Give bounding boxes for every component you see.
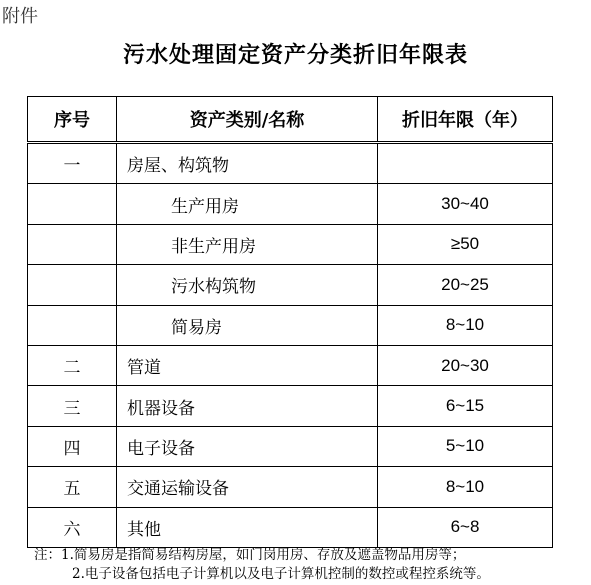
table-header-row [28, 97, 553, 143]
row-name: 电子设备 [117, 426, 378, 466]
row-name: 非生产用房 [117, 224, 378, 264]
table-row [28, 143, 553, 184]
row-name: 简易房 [117, 305, 378, 345]
row-years: 30~40 [378, 184, 553, 224]
row-name: 生产用房 [117, 184, 378, 224]
footnote-1: 注：1.简易房是指简易结构房屋，如门岗用房、存放及遮盖物品用房等； [34, 547, 466, 563]
row-seq: 一 [28, 143, 117, 184]
row-years: 6~15 [378, 386, 553, 426]
row-name: 其他 [117, 507, 378, 547]
table-row [28, 184, 553, 224]
row-seq [28, 184, 117, 224]
row-years: 20~25 [378, 265, 553, 305]
row-seq [28, 224, 117, 264]
footnotes [34, 546, 591, 584]
row-years: 8~10 [378, 467, 553, 507]
footnote-2: 2.电子设备包括电子计算机以及电子计算机控制的数控或程控系统等。 [72, 566, 490, 582]
row-years: 8~10 [378, 305, 553, 345]
row-seq [28, 305, 117, 345]
row-name: 交通运输设备 [117, 467, 378, 507]
row-years: 5~10 [378, 426, 553, 466]
row-name: 污水构筑物 [117, 265, 378, 305]
row-years: 6~8 [378, 507, 553, 547]
header-name: 资产类别/名称 [117, 97, 378, 143]
row-seq [28, 265, 117, 305]
row-seq: 二 [28, 345, 117, 385]
table-row [28, 386, 553, 426]
row-name: 管道 [117, 345, 378, 385]
table-row [28, 507, 553, 547]
row-seq: 六 [28, 507, 117, 547]
table-row [28, 467, 553, 507]
table-row [28, 305, 553, 345]
document-title: 污水处理固定资产分类折旧年限表 [122, 42, 468, 68]
row-years: ≥50 [378, 224, 553, 264]
row-name: 房屋、构筑物 [117, 143, 378, 184]
row-seq: 三 [28, 386, 117, 426]
table-row [28, 224, 553, 264]
row-name: 机器设备 [117, 386, 378, 426]
header-seq: 序号 [28, 97, 117, 143]
row-seq: 五 [28, 467, 117, 507]
row-seq: 四 [28, 426, 117, 466]
table-row [28, 265, 553, 305]
row-years [378, 143, 553, 184]
table-row [28, 345, 553, 385]
attachment-label: 附件 [2, 6, 38, 27]
row-years: 20~30 [378, 345, 553, 385]
table-row [28, 426, 553, 466]
header-years: 折旧年限（年） [378, 97, 553, 143]
depreciation-table [27, 96, 553, 548]
